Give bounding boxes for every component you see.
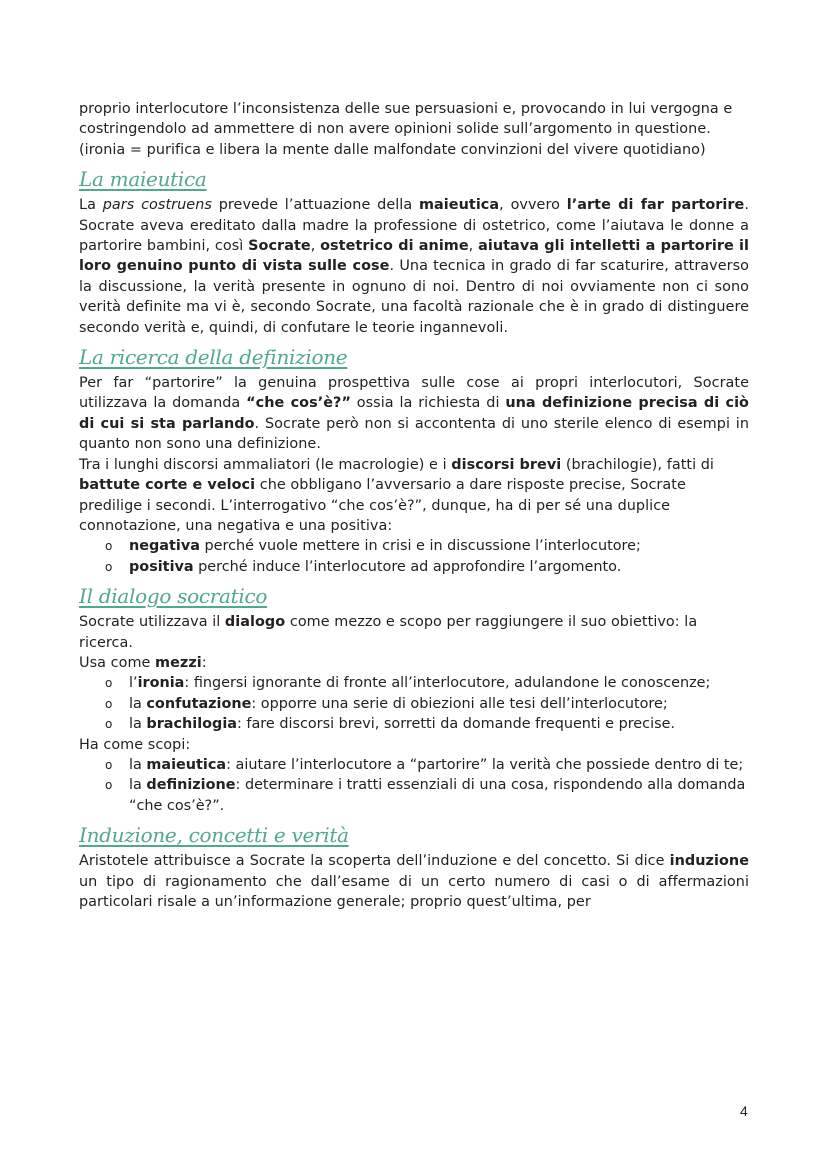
definizione-paragraph-2: Tra i lunghi discorsi ammaliatori (le macrologie) e i discorsi brevi (brachilogie), fatti di battute corte e veloci che obbligano l’avversario a dare risposte precise, Socrate predilige i secondi. L’interrogativo “che cos’è?”, dunque, ha di per sé una duplice connotazione, una negativa e una positiva: (79, 456, 714, 534)
definizione-bullet-list (79, 536, 749, 577)
mezzi-label: Usa come mezzi: (79, 654, 207, 671)
list-item: o la definizione: determinare i tratti essenziali di una cosa, rispondendo alla domanda “che cos’è?”. (105, 777, 746, 814)
scopi-bullet-list (79, 755, 749, 816)
list-item: o la confutazione: opporre una serie di obiezioni alle tesi dell’interlocutore; (79, 694, 749, 714)
bullet-icon: o (105, 539, 113, 554)
mezzi-bullet-list (79, 673, 749, 734)
scopi-label: Ha come scopi: (79, 736, 191, 753)
list-item: o negativa perché vuole mettere in crisi e in discussione l’interlocutore; (79, 536, 749, 556)
bullet-icon: o (105, 696, 113, 711)
heading-induzione: Induzione, concetti e verità (79, 823, 349, 848)
intro-note: (ironia = purifica e libera la mente dalle malfondate convinzioni del vivere quotidiano) (79, 141, 706, 158)
dialogo-paragraph: Socrate utilizzava il dialogo come mezzo e scopo per raggiungere il suo obiettivo: la ricerca. (79, 614, 698, 651)
bullet-icon: o (105, 559, 113, 574)
bullet-icon: o (105, 717, 113, 732)
heading-maieutica: La maieutica (79, 167, 207, 192)
page-number: 4 (740, 1103, 748, 1119)
definizione-paragraph-1: Per far “partorire” la genuina prospettiva sulle cose ai propri interlocutori, Socrate utilizzava la domanda “che cos’è?” ossia la richiesta di una definizione precisa di ciò di cui si sta parlando. Socrate però non si accontenta di uno sterile elenco di esempi in quanto non sono una definizione. (79, 375, 749, 453)
induzione-paragraph: Aristotele attribuisce a Socrate la scoperta dell’induzione e del concetto. Si dice induzione un tipo di ragionamento che dall’esame di un certo numero di casi o di affermazioni particolari risale a un’informazione generale; proprio quest’ultima, per (79, 853, 749, 910)
bullet-icon: o (105, 676, 113, 691)
list-item: o l’ironia: fingersi ignorante di fronte all’interlocutore, adulandone le conoscenze; (79, 673, 749, 693)
bullet-icon: o (105, 757, 113, 772)
maieutica-paragraph: La pars costruens prevede l’attuazione della maieutica, ovvero l’arte di far partorire. Socrate aveva ereditato dalla madre la professione di ostetrico, come l’aiutava le donne a partorire bambini, così Socrate, ostetrico di anime, aiutava gli intelletti a partorire il loro genuino punto di vista sulle cose. Una tecnica in grado di far scaturire, attraverso la discussione, la verità presente in ognuno di noi. Dentro di noi ovviamente non ci sono verità definite ma vi è, secondo Socrate, una facoltà razionale che è in grado di distinguere secondo verità e, quindi, di confutare le teorie ingannevoli. (79, 197, 750, 336)
list-item: o la maieutica: aiutare l’interlocutore a “partorire” la verità che possiede dentro di te; (79, 755, 749, 775)
intro-paragraph: proprio interlocutore l’inconsistenza delle sue persuasioni e, provocando in lui vergogna e costringendolo ad ammettere di non avere opinioni solide sull’argomento in questione. (79, 101, 733, 138)
heading-dialogo: Il dialogo socratico (79, 584, 268, 609)
list-item: o la brachilogia: fare discorsi brevi, sorretti da domande frequenti e precise. (79, 714, 749, 734)
bullet-icon: o (105, 778, 113, 793)
list-item: o positiva perché induce l’interlocutore ad approfondire l’argomento. (79, 557, 749, 577)
heading-definizione: La ricerca della definizione (79, 345, 348, 370)
document-page (79, 99, 749, 912)
